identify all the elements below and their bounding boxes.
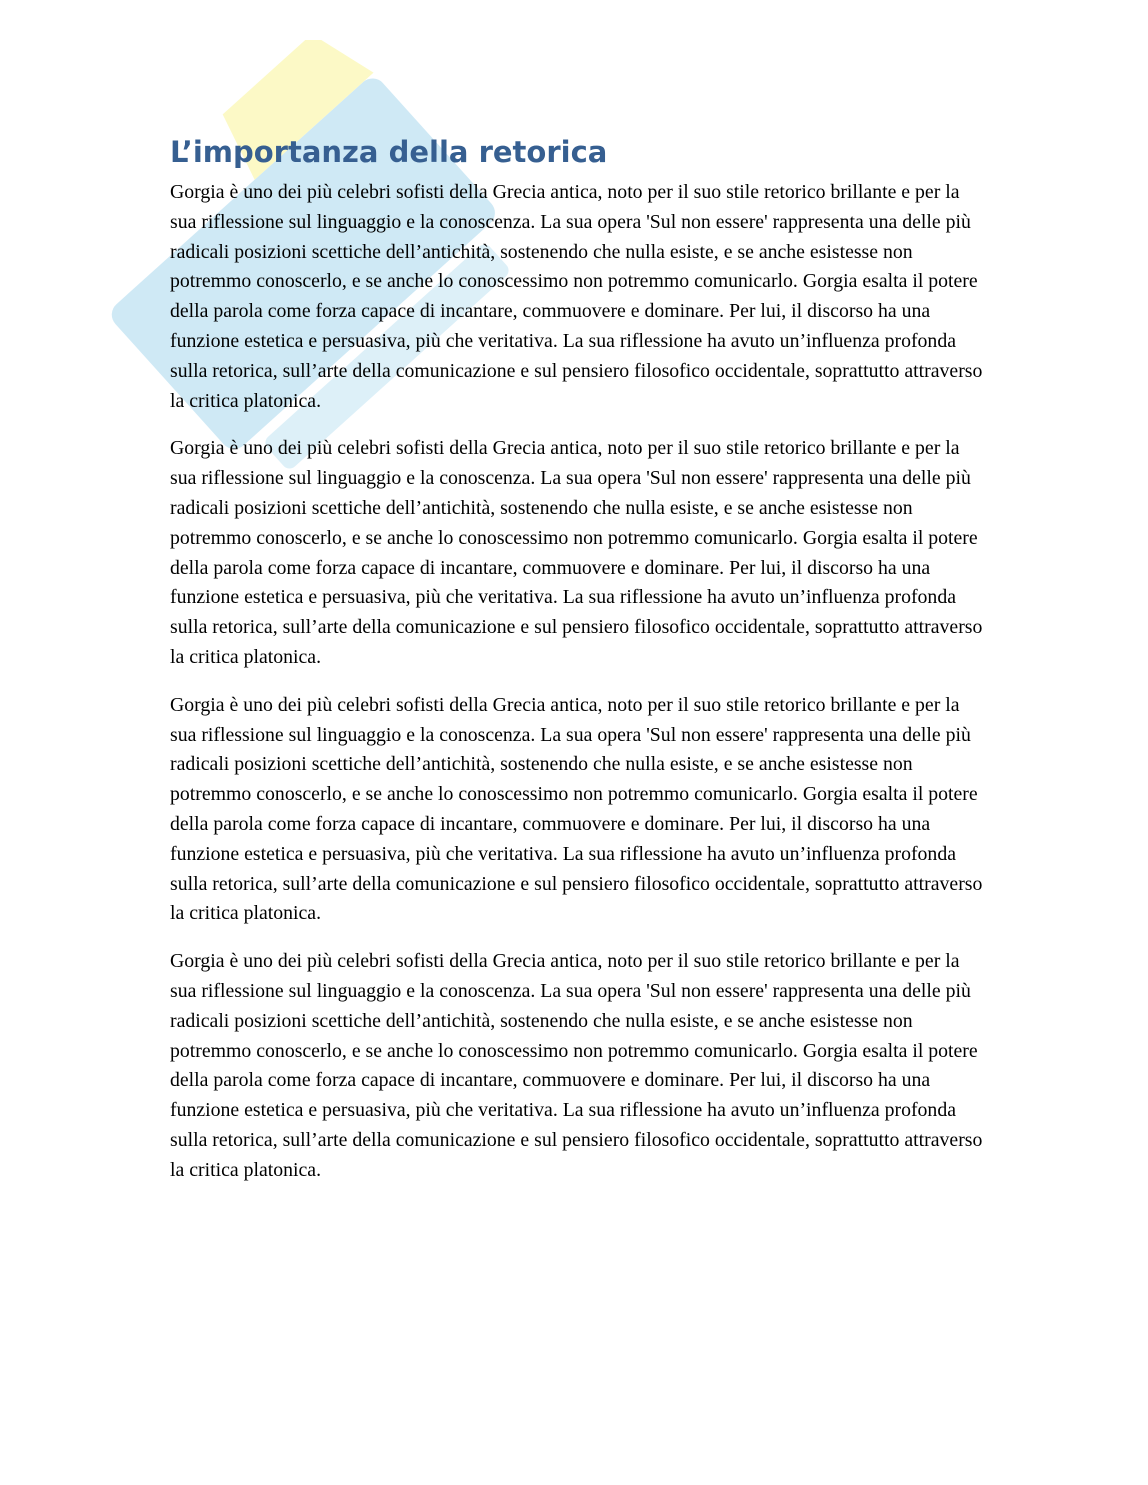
body-paragraph: Gorgia è uno dei più celebri sofisti della Grecia antica, noto per il suo stile retorico brillante e per la sua riflessione sul linguaggio e la conoscenza. La sua opera 'Sul non essere' rappresenta una delle più radicali posizioni scettiche dell’antichità, sostenendo che nulla esiste, e se anche esistesse non potremmo conoscerlo, e se anche lo conoscessimo non potremmo comunicarlo. Gorgia esalta il potere della parola come forza capace di incantare, commuovere e dominare. Per lui, il discorso ha una funzione estetica e persuasiva, più che veritativa. La sua riflessione ha avuto un’influenza profonda sulla retorica, sull’arte della comunicazione e sul pensiero filosofico occidentale, soprattutto attraverso la critica platonica. <box>170 950 983 1181</box>
document-title: L’importanza della retorica <box>170 135 608 169</box>
document-body <box>170 132 985 1204</box>
body-paragraph: Gorgia è uno dei più celebri sofisti della Grecia antica, noto per il suo stile retorico brillante e per la sua riflessione sul linguaggio e la conoscenza. La sua opera 'Sul non essere' rappresenta una delle più radicali posizioni scettiche dell’antichità, sostenendo che nulla esiste, e se anche esistesse non potremmo conoscerlo, e se anche lo conoscessimo non potremmo comunicarlo. Gorgia esalta il potere della parola come forza capace di incantare, commuovere e dominare. Per lui, il discorso ha una funzione estetica e persuasiva, più che veritativa. La sua riflessione ha avuto un’influenza profonda sulla retorica, sull’arte della comunicazione e sul pensiero filosofico occidentale, soprattutto attraverso la critica platonica. <box>170 693 983 925</box>
body-paragraph: Gorgia è uno dei più celebri sofisti della Grecia antica, noto per il suo stile retorico brillante e per la sua riflessione sul linguaggio e la conoscenza. La sua opera 'Sul non essere' rappresenta una delle più radicali posizioni scettiche dell’antichità, sostenendo che nulla esiste, e se anche esistesse non potremmo conoscerlo, e se anche lo conoscessimo non potremmo comunicarlo. Gorgia esalta il potere della parola come forza capace di incantare, commuovere e dominare. Per lui, il discorso ha una funzione estetica e persuasiva, più che veritativa. La sua riflessione ha avuto un’influenza profonda sulla retorica, sull’arte della comunicazione e sul pensiero filosofico occidentale, soprattutto attraverso la critica platonica. <box>170 181 983 412</box>
body-paragraph: Gorgia è uno dei più celebri sofisti della Grecia antica, noto per il suo stile retorico brillante e per la sua riflessione sul linguaggio e la conoscenza. La sua opera 'Sul non essere' rappresenta una delle più radicali posizioni scettiche dell’antichità, sostenendo che nulla esiste, e se anche esistesse non potremmo conoscerlo, e se anche lo conoscessimo non potremmo comunicarlo. Gorgia esalta il potere della parola come forza capace di incantare, commuovere e dominare. Per lui, il discorso ha una funzione estetica e persuasiva, più che veritativa. La sua riflessione ha avuto un’influenza profonda sulla retorica, sull’arte della comunicazione e sul pensiero filosofico occidentale, soprattutto attraverso la critica platonica. <box>170 437 983 668</box>
